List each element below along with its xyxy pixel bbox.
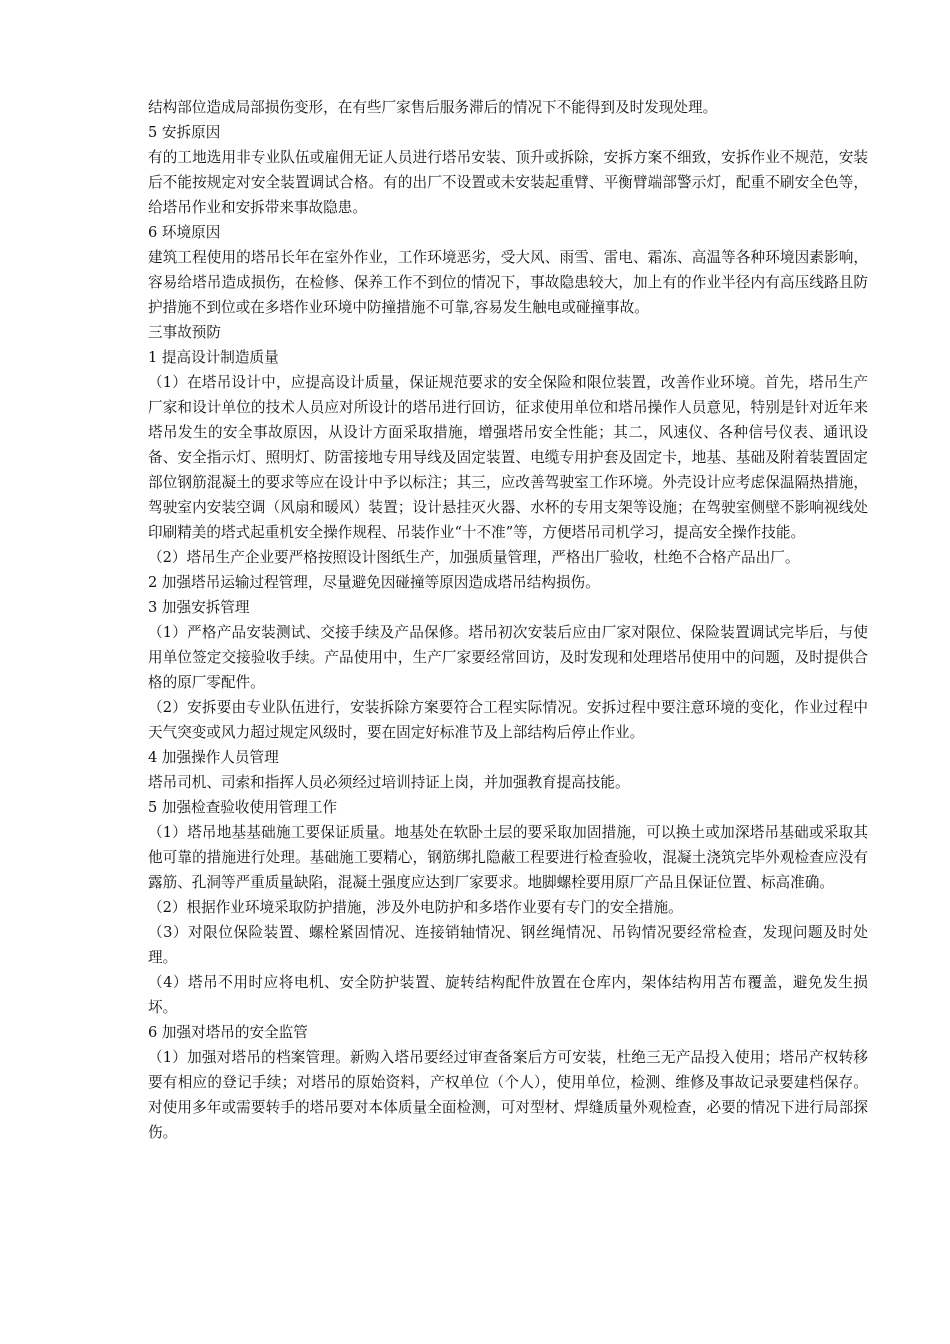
paragraph-operator-management: 塔吊司机、司索和指挥人员必须经过培训持证上岗，并加强教育提高技能。 (148, 774, 630, 791)
paragraph-inspection-2: （2）根据作业环境采取防护措施，涉及外电防护和多塔作业要有专门的安全措施。 (148, 899, 683, 916)
paragraph-environment-causes: 建筑工程使用的塔吊长年在室外作业，工作环境恶劣，受大风、雨雪、雷电、霜冻、高温等各种环境因素影响，容易给塔吊造成损伤，在检修、保养工作不到位的情况下，事故隐患较大，加上有的作业半径内有高压线路且防护措施不到位或在多塔作业环境中防撞措施不可靠,容易发生触电或碰撞事故。 (148, 249, 868, 316)
chapter-heading-accident-prevention: 三事故预防 (148, 324, 221, 341)
paragraph-inspection-1: （1）塔吊地基基础施工要保证质量。地基处在软卧土层的要采取加固措施，可以换土或加深塔吊基础或采取其他可靠的措施进行处理。基础施工要精心，钢筋绑扎隐蔽工程要进行检查验收，混凝土浇筑完毕外观检查应没有露筋、孔洞等严重质量缺陷，混凝土强度应达到厂家要求。地脚螺栓要用原厂产品且保证位置、标高准确。 (148, 824, 868, 891)
paragraph-supervision-1: （1）加强对塔吊的档案管理。新购入塔吊要经过审查备案后方可安装，杜绝三无产品投入使用；塔吊产权转移要有相应的登记手续；对塔吊的原始资料，产权单位（个人），使用单位，检测、维修及事故记录要建档保存。对使用多年或需要转手的塔吊要对本体质量全面检测，可对型材、焊缝质量外观检查，必要的情况下进行局部探伤。 (148, 1049, 868, 1141)
paragraph-installation-management-2: （2）安拆要由专业队伍进行，安装拆除方案要符合工程实际情况。安拆过程中要注意环境的变化，作业过程中天气突变或风力超过规定风级时，要在固定好标准节及上部结构后停止作业。 (148, 699, 868, 741)
paragraph-inspection-3: （3）对限位保险装置、螺栓紧固情况、连接销轴情况、钢丝绳情况、吊钩情况要经常检查，发现问题及时处理。 (148, 924, 868, 966)
section-heading-design-quality: 1 提高设计制造质量 (148, 349, 279, 366)
paragraph-installation-causes: 有的工地选用非专业队伍或雇佣无证人员进行塔吊安装、顶升或拆除，安拆方案不细致，安拆作业不规范，安装后不能按规定对安全装置调试合格。有的出厂不设置或未安装起重臂、平衡臂端部警示灯，配重不刷安全色等，给塔吊作业和安拆带来事故隐患。 (148, 149, 868, 216)
paragraph-design-quality-1: （1）在塔吊设计中，应提高设计质量，保证规范要求的安全保险和限位装置，改善作业环境。首先，塔吊生产厂家和设计单位的技术人员应对所设计的塔吊进行回访，征求使用单位和塔吊操作人员意见，特别是针对近年来塔吊发生的安全事故原因，从设计方面采取措施，增强塔吊安全性能；其二，风速仪、各种信号仪表、通讯设备、安全指示灯、照明灯、防雷接地专用导线及固定装置、电缆专用护套及固定卡，地基、基础及附着装置固定部位钢筋混凝土的要求等应在设计中予以标注；其三，应改善驾驶室工作环境。外壳设计应考虑保温隔热措施，驾驶室内安装空调（风扇和暖风）装置；设计悬挂灭火器、水杯的专用支架等设施；在驾驶室侧壁不影响视线处印刷精美的塔式起重机安全操作规程、吊装作业“十不准”等，方便塔吊司机学习，提高安全操作技能。 (148, 374, 868, 541)
section-heading-transport: 2 加强塔吊运输过程管理，尽量避免因碰撞等原因造成塔吊结构损伤。 (148, 574, 600, 591)
section-heading-operator-management: 4 加强操作人员管理 (148, 749, 279, 766)
paragraph-installation-management-1: （1）严格产品安装测试、交接手续及产品保修。塔吊初次安装后应由厂家对限位、保险装置调试完毕后，与使用单位签定交接验收手续。产品使用中，生产厂家要经常回访，及时发现和处理塔吊使用中的问题，及时提供合格的原厂零配件。 (148, 624, 868, 691)
section-heading-environment-causes: 6 环境原因 (148, 224, 221, 241)
paragraph-continuation: 结构部位造成局部损伤变形，在有些厂家售后服务滞后的情况下不能得到及时发现处理。 (148, 99, 718, 116)
section-heading-installation-management: 3 加强安拆管理 (148, 599, 250, 616)
section-heading-installation-causes: 5 安拆原因 (148, 124, 221, 141)
section-heading-inspection: 5 加强检查验收使用管理工作 (148, 799, 338, 816)
document-body (148, 95, 868, 1145)
paragraph-inspection-4: （4）塔吊不用时应将电机、安全防护装置、旋转结构配件放置在仓库内，架体结构用苫布覆盖，避免发生损坏。 (148, 974, 868, 1016)
section-heading-supervision: 6 加强对塔吊的安全监管 (148, 1024, 308, 1041)
paragraph-design-quality-2: （2）塔吊生产企业要严格按照设计图纸生产，加强质量管理，严格出厂验收，杜绝不合格产品出厂。 (148, 549, 800, 566)
